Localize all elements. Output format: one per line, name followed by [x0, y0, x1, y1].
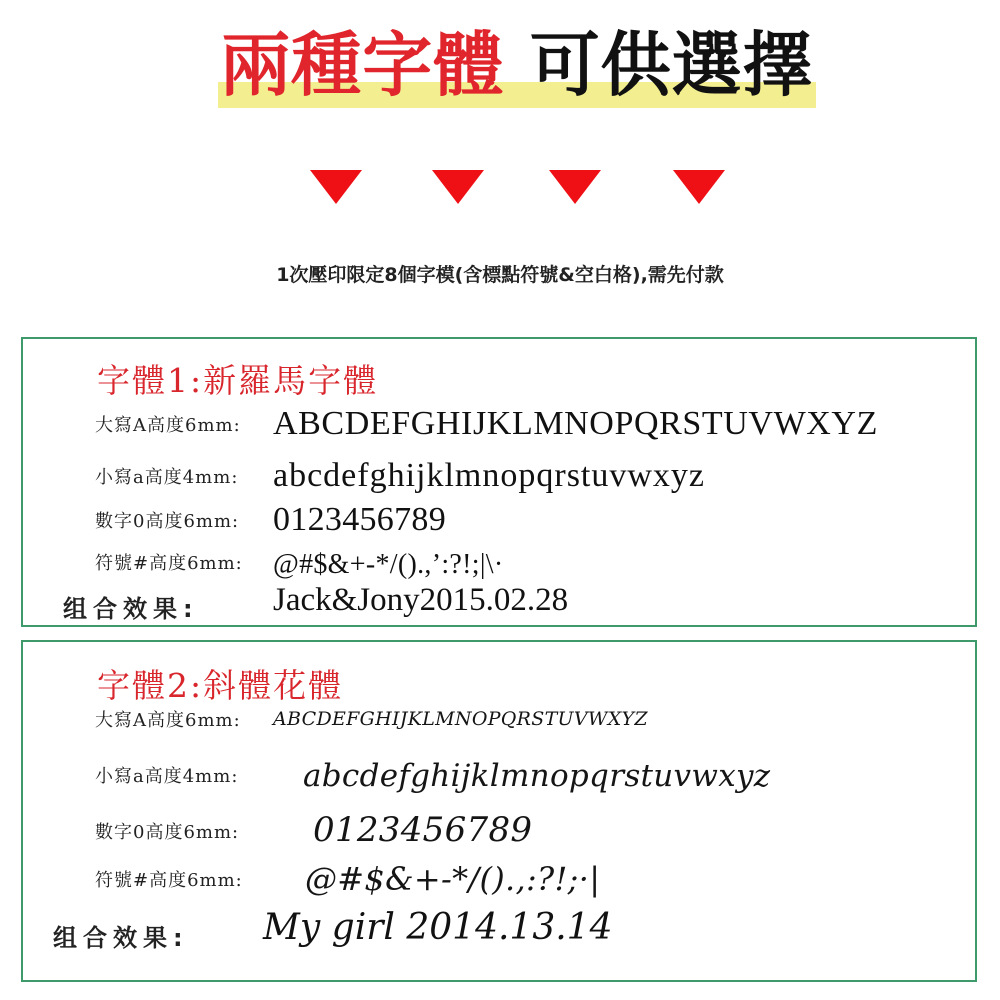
font1-uppercase-label: 大寫A高度6mm: — [95, 415, 241, 436]
font1-uppercase-sample: ABCDEFGHIJKLMNOPQRSTUVWXYZ — [273, 405, 878, 442]
font1-symbols-sample: @#$&+-*/().,’:?!;|\· — [273, 549, 504, 580]
down-triangle-icon — [432, 170, 484, 204]
font2-panel — [21, 640, 977, 982]
font2-lowercase-sample: abcdefghijklmnopqrstuvwxyz — [303, 758, 771, 794]
font2-title: 字體2:斜體花體 — [97, 666, 344, 705]
page-title — [218, 22, 816, 108]
font2-uppercase-label: 大寫A高度6mm: — [95, 710, 241, 731]
header — [218, 22, 816, 110]
font1-combo-label: 组合效果: — [63, 595, 199, 623]
font1-lowercase-label: 小寫a高度4mm: — [95, 467, 239, 488]
font2-digits-label: 數字0高度6mm: — [95, 822, 240, 843]
font1-title: 字體1:新羅馬字體 — [97, 361, 379, 400]
font2-digits-sample: 0123456789 — [313, 810, 533, 850]
font2-symbols-sample: @#$&+-*/().,:?!;·| — [305, 860, 601, 898]
imprint-note: 1次壓印限定8個字模(含標點符號&空白格),需先付款 — [276, 264, 724, 286]
font1-panel — [21, 337, 977, 627]
font1-symbols-label: 符號#高度6mm: — [95, 553, 243, 574]
font2-combo-sample: My girl 2014.13.14 — [263, 907, 613, 948]
title-black-part: 可供選擇 — [529, 24, 814, 106]
font1-combo-sample: Jack&Jony2015.02.28 — [273, 582, 569, 618]
font1-lowercase-sample: abcdefghijklmnopqrstuvwxyz — [273, 457, 706, 494]
font2-uppercase-sample: ABCDEFGHIJKLMNOPQRSTUVWXYZ — [273, 708, 648, 730]
font2-combo-label: 组合效果: — [53, 924, 189, 952]
font2-lowercase-label: 小寫a高度4mm: — [95, 766, 239, 787]
font1-digits-label: 數字0高度6mm: — [95, 511, 240, 532]
title-red-part: 兩種字體 — [220, 24, 505, 106]
down-triangle-icon — [549, 170, 601, 204]
arrow-row — [0, 170, 1000, 210]
down-triangle-icon — [673, 170, 725, 204]
down-triangle-icon — [310, 170, 362, 204]
font2-symbols-label: 符號#高度6mm: — [95, 870, 243, 891]
font1-digits-sample: 0123456789 — [273, 501, 446, 538]
